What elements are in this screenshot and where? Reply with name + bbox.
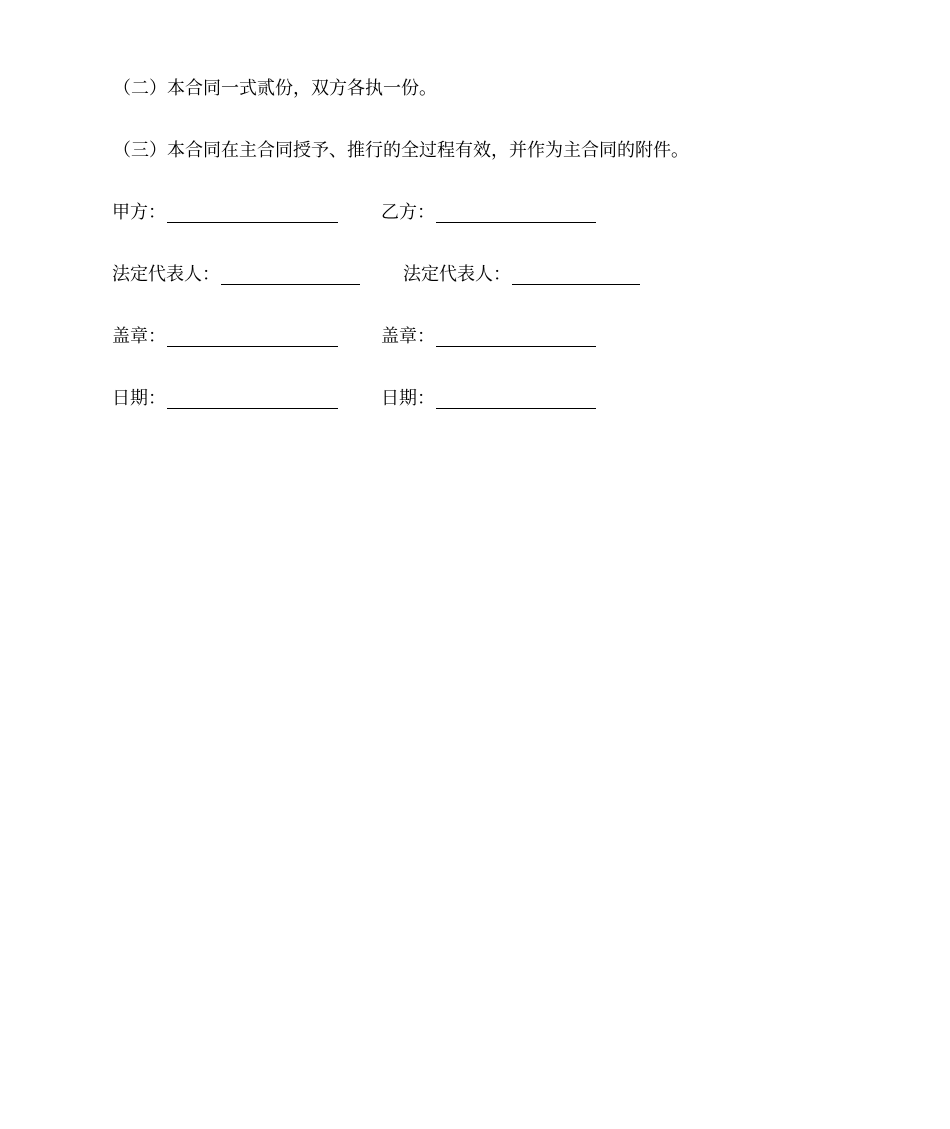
party-a-label: 甲方： [112, 202, 166, 223]
party-a-representative-label: 法定代表人： [112, 264, 220, 285]
party-b-label: 乙方： [381, 202, 435, 223]
party-b-blank-line [436, 222, 596, 223]
party-b-date-blank-line [436, 408, 596, 409]
party-a-seal-label: 盖章： [112, 326, 166, 347]
party-a-blank-line [167, 222, 338, 223]
party-b-seal-blank-line [436, 346, 596, 347]
clause-copies-paragraph: （二）本合同一式贰份，双方各执一份。 [113, 78, 437, 99]
party-a-representative-blank-line [221, 284, 360, 285]
party-b-date-label: 日期： [381, 388, 435, 409]
party-b-seal-label: 盖章： [381, 326, 435, 347]
party-b-representative-blank-line [512, 284, 640, 285]
party-a-date-label: 日期： [112, 388, 166, 409]
signature-row-date [0, 387, 950, 411]
signature-row-seal [0, 325, 950, 349]
party-b-representative-label: 法定代表人： [403, 264, 511, 285]
clause-validity-paragraph: （三）本合同在主合同授予、推行的全过程有效，并作为主合同的附件。 [113, 140, 689, 161]
party-a-seal-blank-line [167, 346, 338, 347]
signature-row-representative [0, 263, 950, 287]
signature-row-party [0, 201, 950, 225]
party-a-date-blank-line [167, 408, 338, 409]
